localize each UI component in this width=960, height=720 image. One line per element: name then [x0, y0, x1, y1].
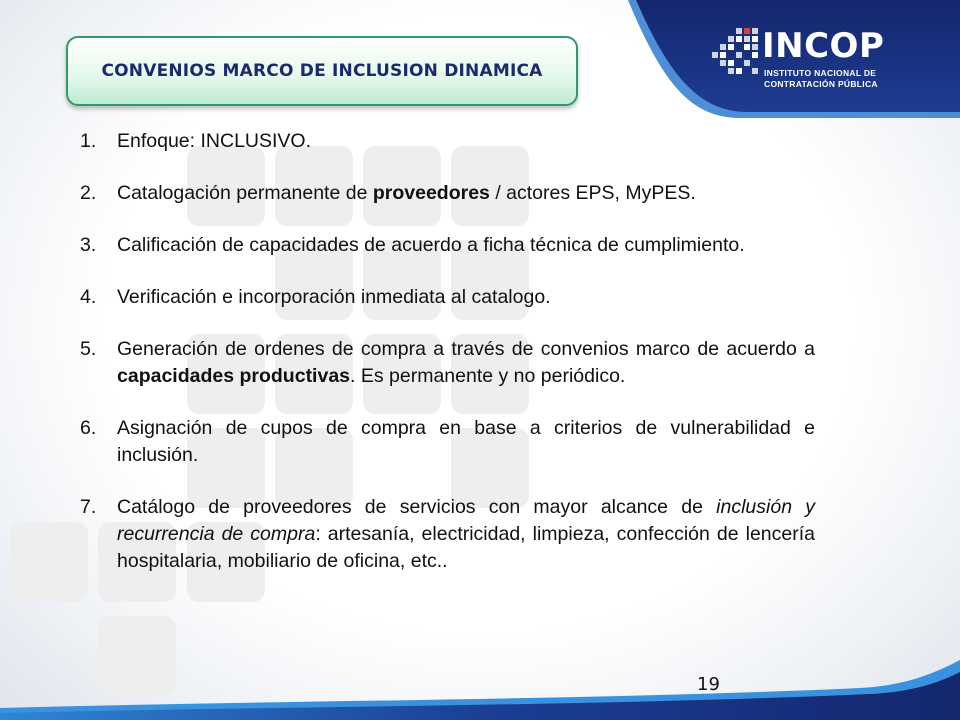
list-item-number: 5. — [80, 338, 97, 360]
list-item — [80, 284, 815, 311]
text-segment: Verificación e incorporación inmediata al catalogo. — [117, 286, 551, 308]
incop-logo — [706, 24, 886, 96]
list-item-text — [117, 494, 815, 575]
list-item — [80, 336, 815, 390]
list-item-text — [117, 180, 815, 207]
list-item — [80, 494, 815, 575]
list-item-text — [117, 284, 815, 311]
list-item-text — [117, 415, 815, 469]
list-item-text — [117, 128, 815, 155]
text-segment: Catálogo de proveedores de servicios con mayor alcance de — [117, 496, 717, 518]
logo-subtitle-line-2: CONTRATACIÓN PÚBLICA — [764, 79, 878, 89]
logo-wordmark: INCOP — [762, 26, 885, 66]
list-item-number: 4. — [80, 286, 97, 308]
text-segment: / actores EPS, MyPES. — [489, 182, 696, 204]
text-segment: Catalogación permanente de — [117, 182, 373, 204]
list-item — [80, 415, 815, 469]
text-segment: Enfoque: INCLUSIVO. — [117, 130, 312, 152]
list-item — [80, 180, 815, 207]
list-item — [80, 232, 815, 259]
text-segment: . Es permanente y no periódico. — [350, 365, 626, 387]
logo-subtitle-line-1: INSTITUTO NACIONAL DE — [764, 68, 877, 78]
text-segment: Calificación de capacidades de acuerdo a ficha técnica de cumplimiento. — [117, 234, 745, 256]
list-item — [80, 128, 815, 155]
list-item-number: 7. — [80, 496, 97, 518]
list-item-number: 3. — [80, 234, 97, 256]
emphasis-bold: capacidades productivas — [117, 365, 351, 387]
slide-title: CONVENIOS MARCO DE INCLUSION DINAMICA — [101, 61, 543, 81]
list-item-number: 6. — [80, 417, 97, 439]
title-box — [66, 36, 578, 106]
text-segment: Asignación de cupos de compra en base a criterios de vulnerabilidad e inclusión. — [117, 417, 815, 466]
page-number: 19 — [697, 674, 720, 695]
numbered-list — [80, 128, 815, 600]
list-item-text — [117, 232, 815, 259]
emphasis-bold: proveedores — [372, 182, 490, 204]
list-item-number: 1. — [80, 130, 97, 152]
emphasis-italic: inclusión y recurrencia de compra — [117, 496, 815, 545]
text-segment: : artesanía, electricidad, limpieza, confección de lencería hospitalaria, mobiliario de oficina, etc.. — [117, 523, 815, 572]
text-segment: Generación de ordenes de compra a través de convenios marco de acuerdo a — [117, 338, 815, 360]
list-item-number: 2. — [80, 182, 97, 204]
list-item-text — [117, 336, 815, 390]
